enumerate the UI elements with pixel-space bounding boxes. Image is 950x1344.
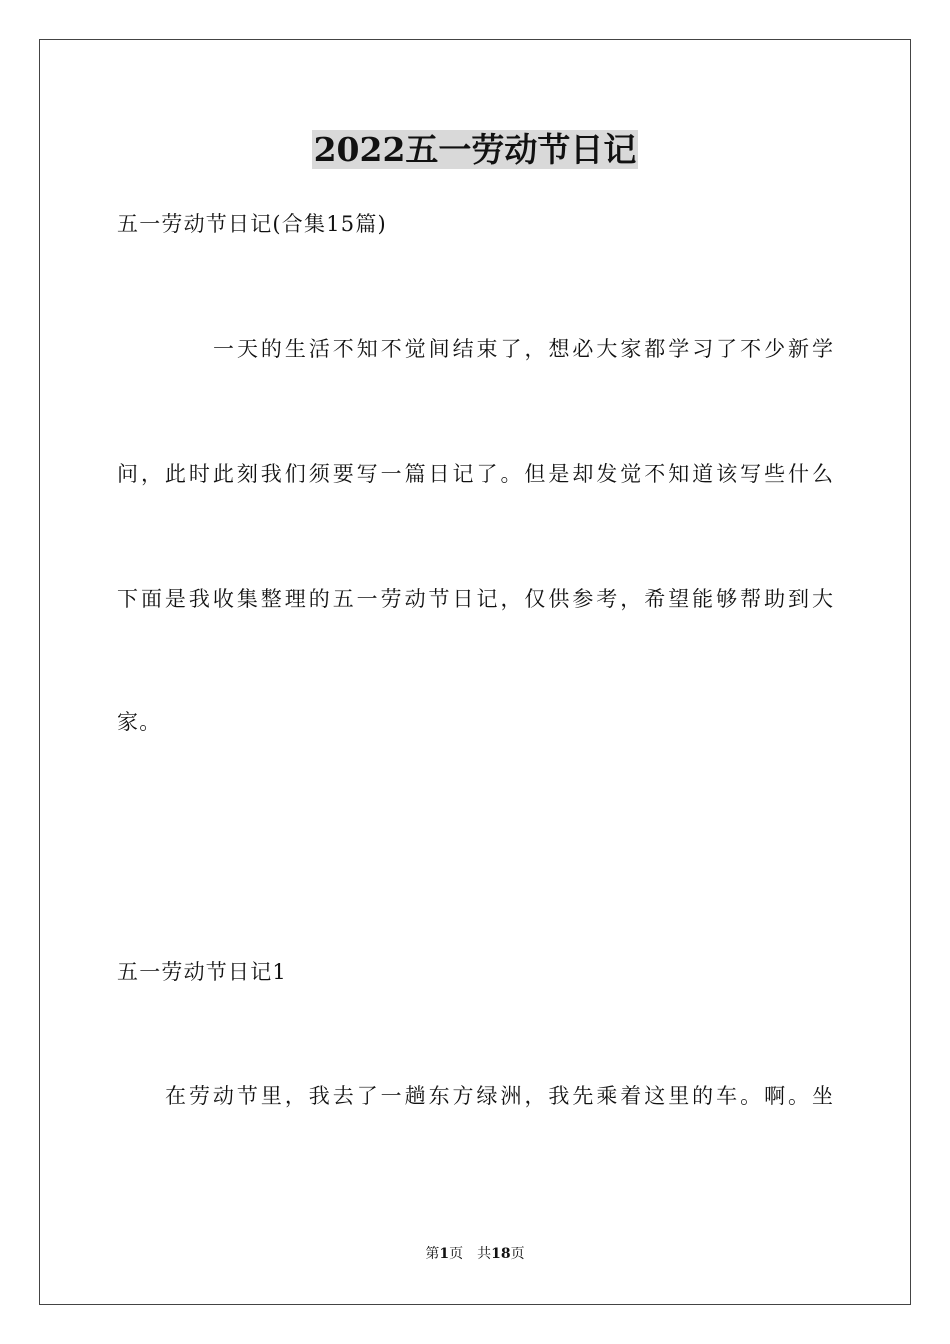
section-line-1: 在劳动节里，我去了一趟东方绿洲，我先乘着这里的车。啊。坐 <box>165 1084 833 1108</box>
footer-page-suffix: 页 <box>510 1246 525 1262</box>
footer-total-pages: 18 <box>491 1246 511 1262</box>
section-heading: 五一劳动节日记1 <box>117 960 287 984</box>
footer-page-number: 1 <box>439 1246 450 1262</box>
page-footer <box>0 1244 950 1264</box>
intro-line-4: 家。 <box>117 710 162 734</box>
intro-line-1: 一天的生活不知不觉间结束了，想必大家都学习了不少新学 <box>213 337 833 361</box>
footer-page-prefix: 第 <box>425 1246 440 1262</box>
footer-page-mid: 页 共 <box>449 1246 492 1262</box>
intro-line-2: 问，此时此刻我们须要写一篇日记了。但是却发觉不知道该写些什么 <box>117 462 833 486</box>
document-subtitle: 五一劳动节日记(合集15篇) <box>117 212 387 236</box>
document-title <box>0 128 950 172</box>
intro-line-3: 下面是我收集整理的五一劳动节日记，仅供参考，希望能够帮助到大 <box>117 587 833 611</box>
document-title-text: 2022五一劳动节日记 <box>313 130 637 169</box>
